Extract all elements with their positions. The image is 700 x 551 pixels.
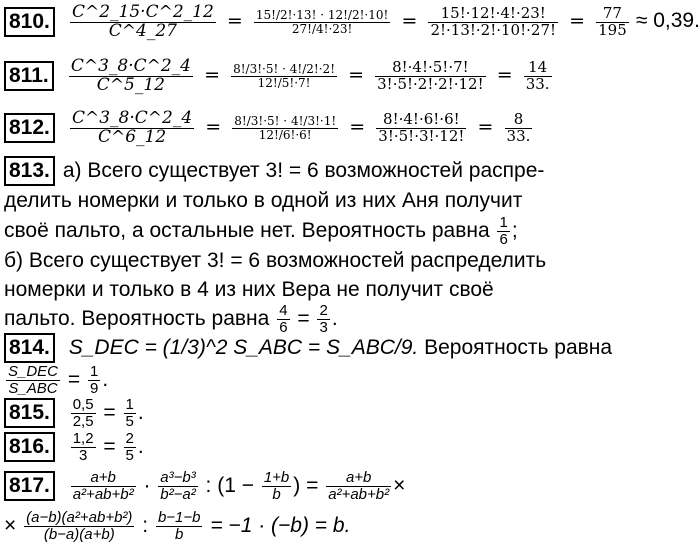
problem-811: 811. $\frac{C\^{}3\_8\cdot C\^{}2\_4}{C\^{}5\_12}$ = $\frac{8!/3!\cdot 5! \cdot 4!/2!\cdot 2!}{12!/5!\cdot 7!}$ = $\frac{8!\cdot 4!\cdot 5!\cdot 7!}{3!\cdot 5!\cdot 2!\cdot 2!\cdot 12!}$ = $\frac{14}{33.}$ — [4, 58, 613, 95]
problem-number: 810. — [4, 7, 55, 37]
problem-815: 815. $\frac{0,5}{2,5}$ = $\frac{1}{5}$ . — [4, 397, 613, 430]
problem-number: 811. — [4, 61, 54, 91]
problem-number: 815. — [4, 398, 55, 428]
problem-number: 814. — [4, 333, 55, 363]
result-fraction: $\frac{77}{195}$ — [598, 4, 627, 39]
fraction-4: $\frac{a+b}{\text{a²+ab+b²}}$ — [328, 469, 390, 503]
rhs-fraction: $\frac{15!\cdot 12!\cdot 4!\cdot 23!}{2!\cdot 13!\cdot 2!\cdot 10!\cdot 27!}$ — [430, 4, 557, 39]
mid-fraction: $\frac{8!/3!\cdot 5! \cdot 4!/3!\cdot 1!}{12!/6!\cdot 6!}$ — [234, 114, 337, 142]
result-fraction: $\frac{14}{33.}$ — [525, 58, 550, 93]
text-line: Вероятность равна — [424, 336, 613, 359]
rhs-fraction: $\frac{8!\cdot 4!\cdot 5!\cdot 7!}{3!\cdot 5!\cdot 2!\cdot 2!\cdot 12!}$ — [377, 58, 484, 93]
problem-816: 816. $\frac{1,2}{3}$ = $\frac{2}{5}$ . — [4, 431, 613, 464]
problem-number: 813. — [4, 156, 55, 186]
probability-b-simplified: $\frac{2}{3}$ — [319, 302, 328, 336]
fraction-1: $\frac{a+b}{\text{a²+ab+b²}}$ — [72, 469, 134, 503]
area-ratio-fraction: $\frac{\text{S\_DEC}}{\text{S\_ABC}}$ — [8, 363, 59, 397]
lhs-fraction: $\frac{C\^{}2\_15\cdot C\^{}2\_12}{C\^{}4\_27}$ — [71, 2, 214, 41]
fraction-5: $\frac{\text{(a−b)(a²+ab+b²)}}{(b-a)(a+b)}$ — [26, 509, 133, 543]
fraction-6: $\frac{b-1-b}{b}$ — [157, 509, 201, 543]
lhs-fraction: $\frac{C\^{}3\_8\cdot C\^{}2\_4}{C\^{}5\_12}$ — [70, 56, 191, 95]
problem-810: 810. $\frac{C\^{}2\_15\cdot C\^{}2\_12}{C\^{}4\_27}$ = $\frac{15!/2!\cdot 13! \cdot 12!/2!\cdot 10!}{27!/4!\cdot 23!}$ = $\frac{15!\cdot 12!\cdot 4!\cdot 23!}{2!\cdot 13!\cdot 2!\cdot 10!\cdot 27!}$ = $\frac{77}{195}$ ≈ 0,39. — [4, 4, 613, 41]
text-line: а) Всего существует 3! = 6 возможностей распре- — [62, 159, 545, 182]
mid-fraction: $\frac{15!/2!\cdot 13! \cdot 12!/2!\cdot 10!}{27!/4!\cdot 23!}$ — [255, 8, 389, 36]
area-formula: S_DEC = (1/3)^2 S_ABC = S_ABC/9. — [68, 336, 419, 359]
problem-number: 816. — [4, 432, 55, 462]
text-line: номерки и только в 4 из них Вера не получит своё — [4, 278, 494, 301]
text-line: пальто. Вероятность равна — [4, 306, 270, 330]
text-line: б) Всего существует 3! = 6 возможностей распределить — [4, 249, 547, 272]
final-result: = −1 · (−b) = b. — [210, 513, 351, 537]
result-fraction: $\frac{1}{9}$ — [89, 363, 99, 397]
probability-b-fraction: $\frac{4}{6}$ — [279, 302, 288, 336]
text-line: своё пальто, а остальные нет. Вероятность равна — [4, 218, 490, 242]
result-fraction: $\frac{8}{33.}$ — [506, 110, 531, 145]
mid-fraction: $\frac{8!/3!\cdot 5! \cdot 4!/2!\cdot 2!}{12!/5!\cdot 7!}$ — [233, 62, 336, 90]
result-fraction: $\frac{1}{5}$ — [125, 396, 134, 430]
fraction-3: $\frac{1+b}{b}$ — [263, 469, 290, 503]
rhs-fraction: $\frac{8!\cdot 4!\cdot 6!\cdot 6!}{3!\cdot 5!\cdot 3!\cdot 12!}$ — [378, 110, 465, 145]
textbook-page: 810. $\frac{C\^{}2\_15\cdot C\^{}2\_12}{C\^{}4\_27}$ = $\frac{15!/2!\cdot 13! \cdot 12!/2!\cdot 10!}{27!/4!\cdot 23!}$ = $\frac{15!\cdot 12!\cdot 4!\cdot 23!}{2!\cdot 13!\cdot 2!\cdot 10!\cdot 27!}$ = $\frac{77}{195}$ ≈ 0,39. 811. $\frac{C\^{}3\_8\cdot C\^{}2\_4}{C\^{}5\_12}$ = $\frac{8!/3!\cdot 5! \cdot 4!/2!\cdot 2!}{12!/5!\cdot 7!}$ = $\frac{8!\cdot 4!\cdot 5!\cdot 7!}{3!\cdot 5!\cdot 2!\cdot 2!\cdot 12!}$ = $\frac{14}{33.}$ 812. $\frac{C\^{}3\_8\cdot C\^{}2\_4}{C\^{}6\_12}$ = $\frac{8!/3!\cdot 5! \cdot 4!/3!\cdot 1!}{12!/6!\cdot 6!}$ = $\frac{8!\cdot 4!\cdot 6!\cdot 6!}{3!\cdot 5!\cdot 3!\cdot 12!}$ = $\frac{8}{33.}$ 813. а) Всего существует 3! = 6 возможностей распре- делить номерки и только в одной из них Аня получит своё пальто, а остальные нет. Вероятность равна $\frac{1}{6}$ ; б) Всего существует 3! = 6 возможностей распределить номерки и только в 4 из них Вера не получит своё пальто. Вероятность равна $\frac{4}{6}$ = $\frac{2}{3}$ . 814. S_DEC = (1/3)^2 S_ABC = S_ABC/9. Вероятность равна $\frac{\text{S\_DEC}}{\text{S\_ABC}}$ = $\frac{1}{9}$ . 815. $\frac{0,5}{2,5}$ = $\frac{1}{5}$ . 816. $\frac{1,2}{3}$ = $\frac{2}{5}$ . 817. $\frac{a+b}{\text{a²+ab+b²}}$ · $\frac{\text{a³−b³}}{\text{b²−a²}}$ : (1 − $\frac{1+b}{b}$ ) = $\frac{a+b}{\text{a²+ab+b²}}$ × × $\frac{\text{(a−b)(a²+ab+b²)}}{(b-a)(a+b)}$ : $\frac{b-1-b}{b}$ = −1 · (−b) = b. — [4, 2, 700, 543]
fraction-2: $\frac{\text{a³−b³}}{\text{b²−a²}}$ — [160, 469, 196, 503]
result-fraction: $\frac{2}{5}$ — [125, 430, 134, 464]
probability-a-fraction: $\frac{1}{6}$ — [499, 214, 508, 248]
fraction: $\frac{1,2}{3}$ — [72, 430, 94, 464]
problem-812: 812. $\frac{C\^{}3\_8\cdot C\^{}2\_4}{C\^{}6\_12}$ = $\frac{8!/3!\cdot 5! \cdot 4!/3!\cdot 1!}{12!/6!\cdot 6!}$ = $\frac{8!\cdot 4!\cdot 6!\cdot 6!}{3!\cdot 5!\cdot 3!\cdot 12!}$ = $\frac{8}{33.}$ — [4, 110, 613, 147]
problem-number: 812. — [4, 113, 55, 143]
text-line: делить номерки и только в одной из них Аня получит — [4, 189, 523, 212]
lhs-fraction: $\frac{C\^{}3\_8\cdot C\^{}2\_4}{C\^{}6\_12}$ — [71, 108, 193, 147]
fraction: $\frac{0,5}{2,5}$ — [72, 396, 94, 430]
problem-number: 817. — [4, 471, 55, 501]
